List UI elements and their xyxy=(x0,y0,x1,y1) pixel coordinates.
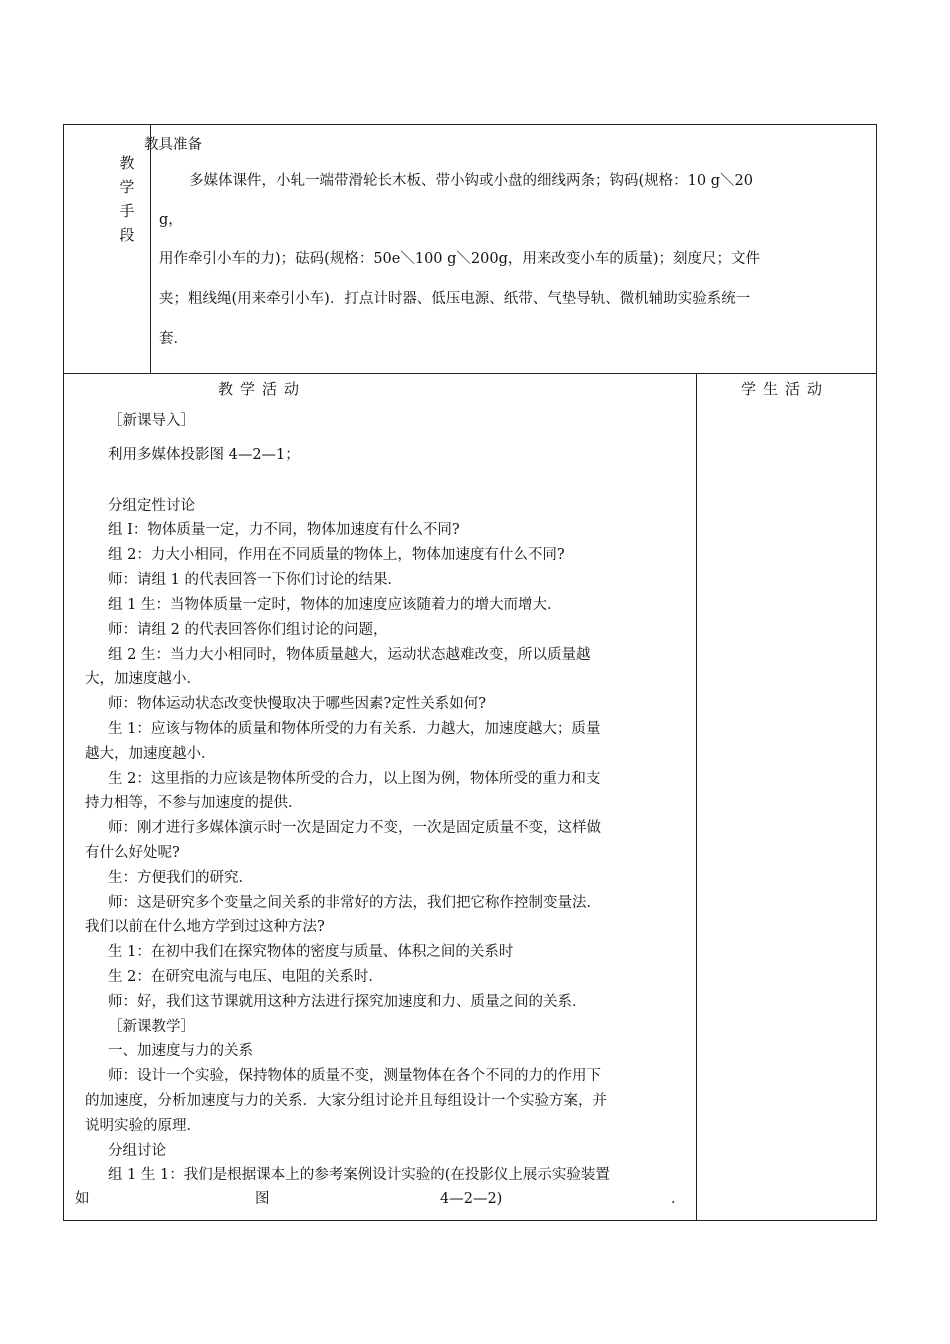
activity-line: 越大，加速度越小． xyxy=(85,746,216,762)
activity-line: 组 1 生：当物体质量一定时，物体的加速度应该随着力的增大而增大． xyxy=(108,597,562,613)
activity-line: 师：好，我们这节课就用这种方法进行探究加速度和力、质量之间的关系． xyxy=(108,994,587,1010)
activity-line: 组 2 生：当力大小相同时，物体质量越大，运动状态越难改变，所以质量越 xyxy=(108,647,591,663)
activity-line: 组 1 生 1：我们是根据课本上的参考案例设计实验的(在投影仪上展示实验装置 xyxy=(108,1167,610,1183)
activity-line: 组 I：物体质量一定，力不同，物体加速度有什么不同? xyxy=(108,522,460,538)
activity-line: 分组讨论 xyxy=(108,1143,166,1159)
teaching-means-content xyxy=(144,125,875,373)
activity-line: 有什么好处呢? xyxy=(85,845,180,861)
activity-line: ［新课教学］ xyxy=(108,1019,195,1035)
lesson-table xyxy=(63,124,877,1221)
activity-line: 生：方便我们的研究． xyxy=(108,870,253,886)
activity-line: 的加速度，分析加速度与力的关系．大家分组讨论并且每组设计一个实验方案，并 xyxy=(85,1093,607,1109)
teaching-means-label-cell xyxy=(64,125,151,373)
activity-line: 师：请组 1 的代表回答一下你们讨论的结果． xyxy=(108,572,402,588)
equipment-line: g， xyxy=(159,212,183,228)
activity-line: 说明实验的原理． xyxy=(85,1118,201,1134)
equipment-line: 夹；粗线绳(用来牵引小车)．打点计时器、低压电源、纸带、气垫导轨、微机辅助实验系统一 xyxy=(159,291,751,307)
student-activity-cell xyxy=(697,374,876,1220)
activity-line: 持力相等，不参与加速度的提供． xyxy=(85,795,303,811)
activity-line: ［新课导入］ xyxy=(108,413,195,429)
activity-line: 师：刚才进行多媒体演示时一次是固定力不变，一次是固定质量不变，这样做 xyxy=(108,820,601,836)
activity-line: 生 1：在初中我们在探究物体的密度与质量、体积之间的关系时 xyxy=(108,944,514,960)
teaching-activity-cell xyxy=(64,374,697,1220)
activity-line: 生 1：应该与物体的质量和物体所受的力有关系．力越大，加速度越大；质量 xyxy=(108,721,601,737)
activity-line: 生 2：在研究电流与电压、电阻的关系时． xyxy=(108,969,383,985)
activity-line-fragment: ． xyxy=(671,1191,686,1207)
equipment-line: 多媒体课件，小轧一端带滑轮长木板、带小钩或小盘的细线两条；钩码(规格：10 g＼20 xyxy=(189,173,753,189)
teaching-activity-header: 教学活动 xyxy=(218,380,307,398)
activity-line: 分组定性讨论 xyxy=(108,498,195,514)
activity-line: 我们以前在什么地方学到过这种方法? xyxy=(85,919,325,935)
equipment-heading: 教具准备 xyxy=(144,137,202,153)
activity-line-fragment: 4—2—2) xyxy=(440,1191,503,1207)
activity-line: 组 2：力大小相同，作用在不同质量的物体上，物体加速度有什么不同? xyxy=(108,547,565,563)
equipment-line: 用作牵引小车的力)；砝码(规格：50e＼100 g＼200g，用来改变小车的质量)；刻度尺；文件 xyxy=(159,251,761,267)
activity-line: 师：请组 2 的代表回答你们组讨论的问题， xyxy=(108,622,388,638)
activity-line: 生 2：这里指的力应该是物体所受的合力，以上图为例，物体所受的重力和支 xyxy=(108,771,601,787)
activity-line: 师：物体运动状态改变快慢取决于哪些因素?定性关系如何? xyxy=(108,696,487,712)
activity-line: 师：设计一个实验，保持物体的质量不变，测量物体在各个不同的力的作用下 xyxy=(108,1068,601,1084)
activity-line-fragment: 如 xyxy=(75,1191,90,1207)
equipment-line: 套． xyxy=(159,331,188,347)
student-activity-header: 学生活动 xyxy=(741,380,830,398)
activity-line: 利用多媒体投影图 4—2—1； xyxy=(108,447,300,463)
activity-line: 师：这是研究多个变量之间关系的非常好的方法，我们把它称作控制变量法． xyxy=(108,895,601,911)
teaching-means-label: 教学手段 xyxy=(119,154,135,244)
activity-line: 大，加速度越小． xyxy=(85,671,201,687)
activity-line: 一、加速度与力的关系 xyxy=(108,1043,253,1059)
teaching-means-row xyxy=(64,125,876,374)
activity-line-fragment: 图 xyxy=(255,1191,270,1207)
